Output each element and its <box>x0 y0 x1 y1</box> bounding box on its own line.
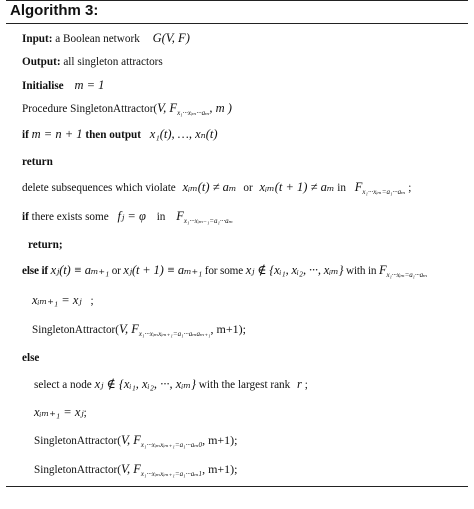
call-sub-1: x₁···xᵢₘxᵢₘ₊₁=a₁···aₘaₘ₊₁ <box>138 330 211 338</box>
procedure-tail: , m ) <box>209 101 232 115</box>
call-sub-2: x₁···xᵢₘxᵢₘ₊₁=a₁···aₘ0 <box>140 441 203 449</box>
recursive-call-3 <box>34 462 238 481</box>
initialise-line <box>22 78 104 93</box>
assign-math-1: xᵢₘ₊₁ = xⱼ <box>32 293 82 307</box>
return-keyword: return <box>22 156 53 168</box>
call-tail-2: , m+1); <box>202 433 238 447</box>
assign-math-2: xᵢₘ₊₁ = xⱼ <box>34 405 84 419</box>
else-line <box>22 351 39 365</box>
input-line <box>22 31 190 46</box>
call-text-2: SingletonAttractor( <box>34 435 121 447</box>
procedure-f: , F <box>163 101 178 115</box>
call-tail-3: , m+1); <box>202 462 238 476</box>
select-node-line <box>34 377 308 392</box>
else-if-math-3: xⱼ ∉ {xᵢ₁, xᵢ₂, ···, xᵢₘ} <box>245 263 344 277</box>
delete-math-1: xᵢₘ(t) ≠ aₘ <box>182 180 237 194</box>
recursive-call-2 <box>34 433 238 452</box>
call-f-2: , F <box>127 433 141 447</box>
return-line-2 <box>28 238 63 252</box>
else-if-text: for some <box>204 265 244 277</box>
delete-line <box>22 180 411 199</box>
delete-sub: x₁···xᵢₘ=a₁···aₘ <box>362 188 406 196</box>
exists-text: there exists some <box>31 211 109 223</box>
call-v-2: V <box>121 433 128 447</box>
else-if-math-1: xⱼ(t) ≡ aₘ₊₁ <box>50 263 110 277</box>
delete-or: or <box>243 182 253 194</box>
call-sub-3: x₁···xᵢₘxᵢₘ₊₁=a₁···aₘ1 <box>140 470 203 478</box>
assign-line-1 <box>32 293 94 308</box>
assign-end-1: ; <box>90 295 94 307</box>
else-if-f: F <box>379 263 387 277</box>
output-line <box>22 55 163 69</box>
select-text-2: with the largest rank <box>198 379 291 391</box>
if-keyword: if <box>22 129 29 141</box>
call-v-1: V <box>119 322 126 336</box>
else-if-math-2: xⱼ(t + 1) ≡ aₘ₊₁ <box>123 263 203 277</box>
output-keyword: Output: <box>22 56 61 68</box>
initialise-keyword: Initialise <box>22 80 64 92</box>
select-end: ; <box>304 379 308 391</box>
if-output-line <box>22 127 218 142</box>
if-condition-math: m = n + 1 <box>31 127 83 141</box>
select-rank-math: r <box>297 377 302 391</box>
exists-f: F <box>176 209 184 223</box>
else-if-or: or <box>111 265 121 277</box>
else-if-keyword: else if <box>22 265 48 277</box>
call-text-3: SingletonAttractor( <box>34 464 121 476</box>
return-line <box>22 155 53 169</box>
assign-line-2 <box>34 405 87 420</box>
procedure-text: Procedure SingletonAttractor( <box>22 103 158 115</box>
exists-in: in <box>156 211 166 223</box>
call-tail-1: , m+1); <box>210 322 246 336</box>
delete-text: delete subsequences which violate <box>22 182 176 194</box>
procedure-line <box>22 101 232 120</box>
call-v-3: V <box>121 462 128 476</box>
if-keyword-2: if <box>22 211 29 223</box>
procedure-sub: x₁···xᵢₘ···aₘ <box>177 109 210 117</box>
output-states-math: x₁(t), …, xₙ(t) <box>149 127 218 141</box>
else-if-sub: x₁···xᵢₘ=a₁···aₘ <box>386 271 428 279</box>
algorithm-header <box>6 0 468 24</box>
then-output-keyword: then output <box>85 129 141 141</box>
else-if-line <box>22 263 427 282</box>
return-keyword-2: return; <box>28 239 63 251</box>
procedure-v: V <box>157 101 164 115</box>
call-f-1: , F <box>125 322 139 336</box>
call-f-3: , F <box>127 462 141 476</box>
input-keyword: Input: <box>22 33 53 45</box>
select-math: xⱼ ∉ {xᵢ₁, xᵢ₂, ···, xᵢₘ} <box>94 377 196 391</box>
delete-math-2: xᵢₘ(t + 1) ≠ aₘ <box>259 180 335 194</box>
input-math: G(V, F) <box>152 31 190 45</box>
delete-in: in <box>337 182 346 194</box>
exists-sub: x₁···xᵢₘ₋₁=a₁···aₘ <box>183 217 233 225</box>
call-text-1: SingletonAttractor( <box>32 324 119 336</box>
else-keyword: else <box>22 352 40 364</box>
algorithm-title: Algorithm 3: <box>10 2 99 19</box>
if-exists-line <box>22 209 233 228</box>
else-if-text-2: with in <box>346 265 377 277</box>
select-text: select a node <box>34 379 92 391</box>
assign-end-2: ; <box>83 407 87 419</box>
delete-end: ; <box>408 182 412 194</box>
initialise-math: m = 1 <box>74 78 105 92</box>
delete-f: F <box>354 180 363 194</box>
recursive-call-1 <box>32 322 246 341</box>
exists-math: fⱼ = φ <box>117 209 146 223</box>
output-text: all singleton attractors <box>63 56 163 68</box>
bottom-rule <box>6 486 468 487</box>
input-text: a Boolean network <box>55 33 140 45</box>
